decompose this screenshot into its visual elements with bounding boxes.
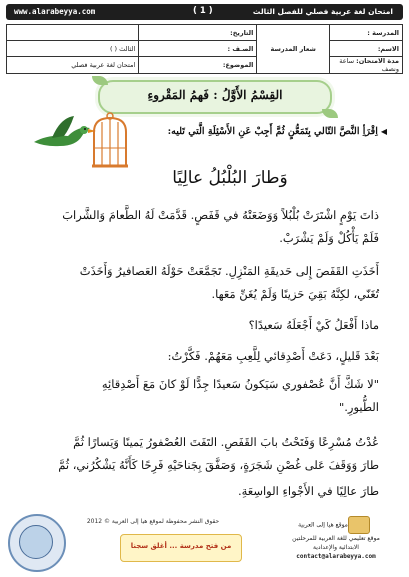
site-description: موقع تعليمي للغة العربية للمرحلتين: [292, 535, 380, 542]
birdcage-icon: [90, 112, 130, 170]
story-line: عُدْتُ مُسْرِعًا وَفَتَحْتُ بابَ القَفَصِ. التَفَتَ العُصْفورُ يَمينًا وَيَسارًا ثُمَّ: [73, 435, 379, 449]
page-number: ( 1 ): [193, 6, 213, 16]
footer-slogan: من فتح مدرسة ... أغلق سجنا: [130, 542, 232, 550]
copyright-notice: حقوق النشر محفوظة لموقع هيا إلى العربية © 2012: [86, 518, 220, 525]
exam-info-table: [6, 24, 403, 74]
story-line: تُغَنّي، لكِنَّهُ بَقِيَ حَزينًا وَلَمْ يُغَنِّ مَعَها.: [211, 287, 379, 301]
contact-email[interactable]: contact@alarabeyya.com: [296, 553, 376, 560]
name-label: الاسم:: [330, 41, 403, 57]
date-label: التاريخ:: [139, 25, 257, 41]
leaf-decoration: [92, 76, 108, 85]
story-line: بَعْدَ قَليلٍ، دَعَتْ أَصْدِقائي لِلَّعِبِ مَعَهُمْ. فَكَّرْتُ:: [167, 349, 379, 363]
site-description-2: الابتدائية والإعدادية: [313, 544, 359, 551]
story-line: فَلَمْ يَأْكُلْ وَلَمْ يَشْرَبْ.: [279, 231, 379, 245]
site-logo-icon: [348, 516, 370, 534]
story-line: ذاتَ يَوْمٍ اشْتَرَتْ بُلْبُلاً وَوَضَعَتْهُ في قَفَصٍ. قَدَّمَتْ لَهُ الطَّعامَ وَالشَّرابَ: [62, 208, 379, 222]
school-logo-placeholder: شعار المدرسة: [257, 25, 330, 74]
section-banner: [98, 80, 332, 114]
leaf-decoration: [322, 109, 338, 118]
story-line: طارَ عالِيًا في الأَجْواءِ الواسِعَةِ.: [237, 484, 379, 498]
story-line: ماذا أَفْعَلُ كَيْ أَجْعَلَهُ سَعيدًا؟: [248, 318, 379, 332]
duration-value: ساعة ونصف: [339, 57, 399, 73]
section-title: القِسْمُ الأَوَّلُ : فَهمُ المَقْروءِ: [147, 88, 283, 102]
story-line: طارَ وَوَقَفَ عَلى غُصْنِ شَجَرَةٍ، وَصَفَّقَ بِجَناحَيْهِ فَرِحًا كَأَنَّهُ يَشْكُرُني، ثُمَّ: [58, 458, 379, 472]
school-label: المدرسة :: [330, 25, 403, 41]
duration-cell: مدة الامتحان: ساعة ونصف: [330, 57, 403, 74]
subject-label: الموضوع:: [139, 57, 257, 74]
story-line: أَخَذَتِ القَفَصَ إِلى حَديقَةِ المَنْزِلِ. تَجَمَّعَتْ حَوْلَهُ العَصافيرُ وَأَخَذَتْ: [79, 264, 379, 278]
class-label: الصـف :: [139, 41, 257, 57]
footer-site-info: موقع هيا إلى العربية موقع تعليمي للغة العربية للمرحلتين الابتدائية والإعدادية contact@alarabeyya.com: [271, 516, 401, 561]
footer-banner: [120, 534, 242, 562]
date-value: [7, 25, 139, 41]
school-emblem-logo: [8, 514, 66, 572]
subject-value: امتحان لغة عربية فصلي: [7, 57, 139, 74]
class-value: الثالث ( ): [7, 41, 139, 57]
story-line: الطُّيورِ.": [338, 400, 379, 414]
story-title: وَطارَ البُلْبُلُ عالِيًا: [172, 168, 288, 188]
exam-title: امتحان لغة عربية فصلي للفصل الثالث: [252, 7, 393, 16]
story-line: "لا شَكَّ أَنَّ عُصْفوري سَيَكونُ سَعيدًا جِدًّا لَوْ كانَ مَعَ أَصْدِقائِهِ: [101, 377, 379, 391]
header-bar: [6, 4, 403, 20]
site-url[interactable]: www.alarabeyya.com: [14, 7, 96, 16]
reading-instruction: ◀اِقْرَأِ النَّصَّ التّالي بِتَمَعُّنٍ ثُمَّ أَجِبْ عَنِ الأَسْئِلَةِ الَّتي تَليه:: [167, 126, 387, 137]
pointer-icon: ◀: [380, 126, 387, 136]
